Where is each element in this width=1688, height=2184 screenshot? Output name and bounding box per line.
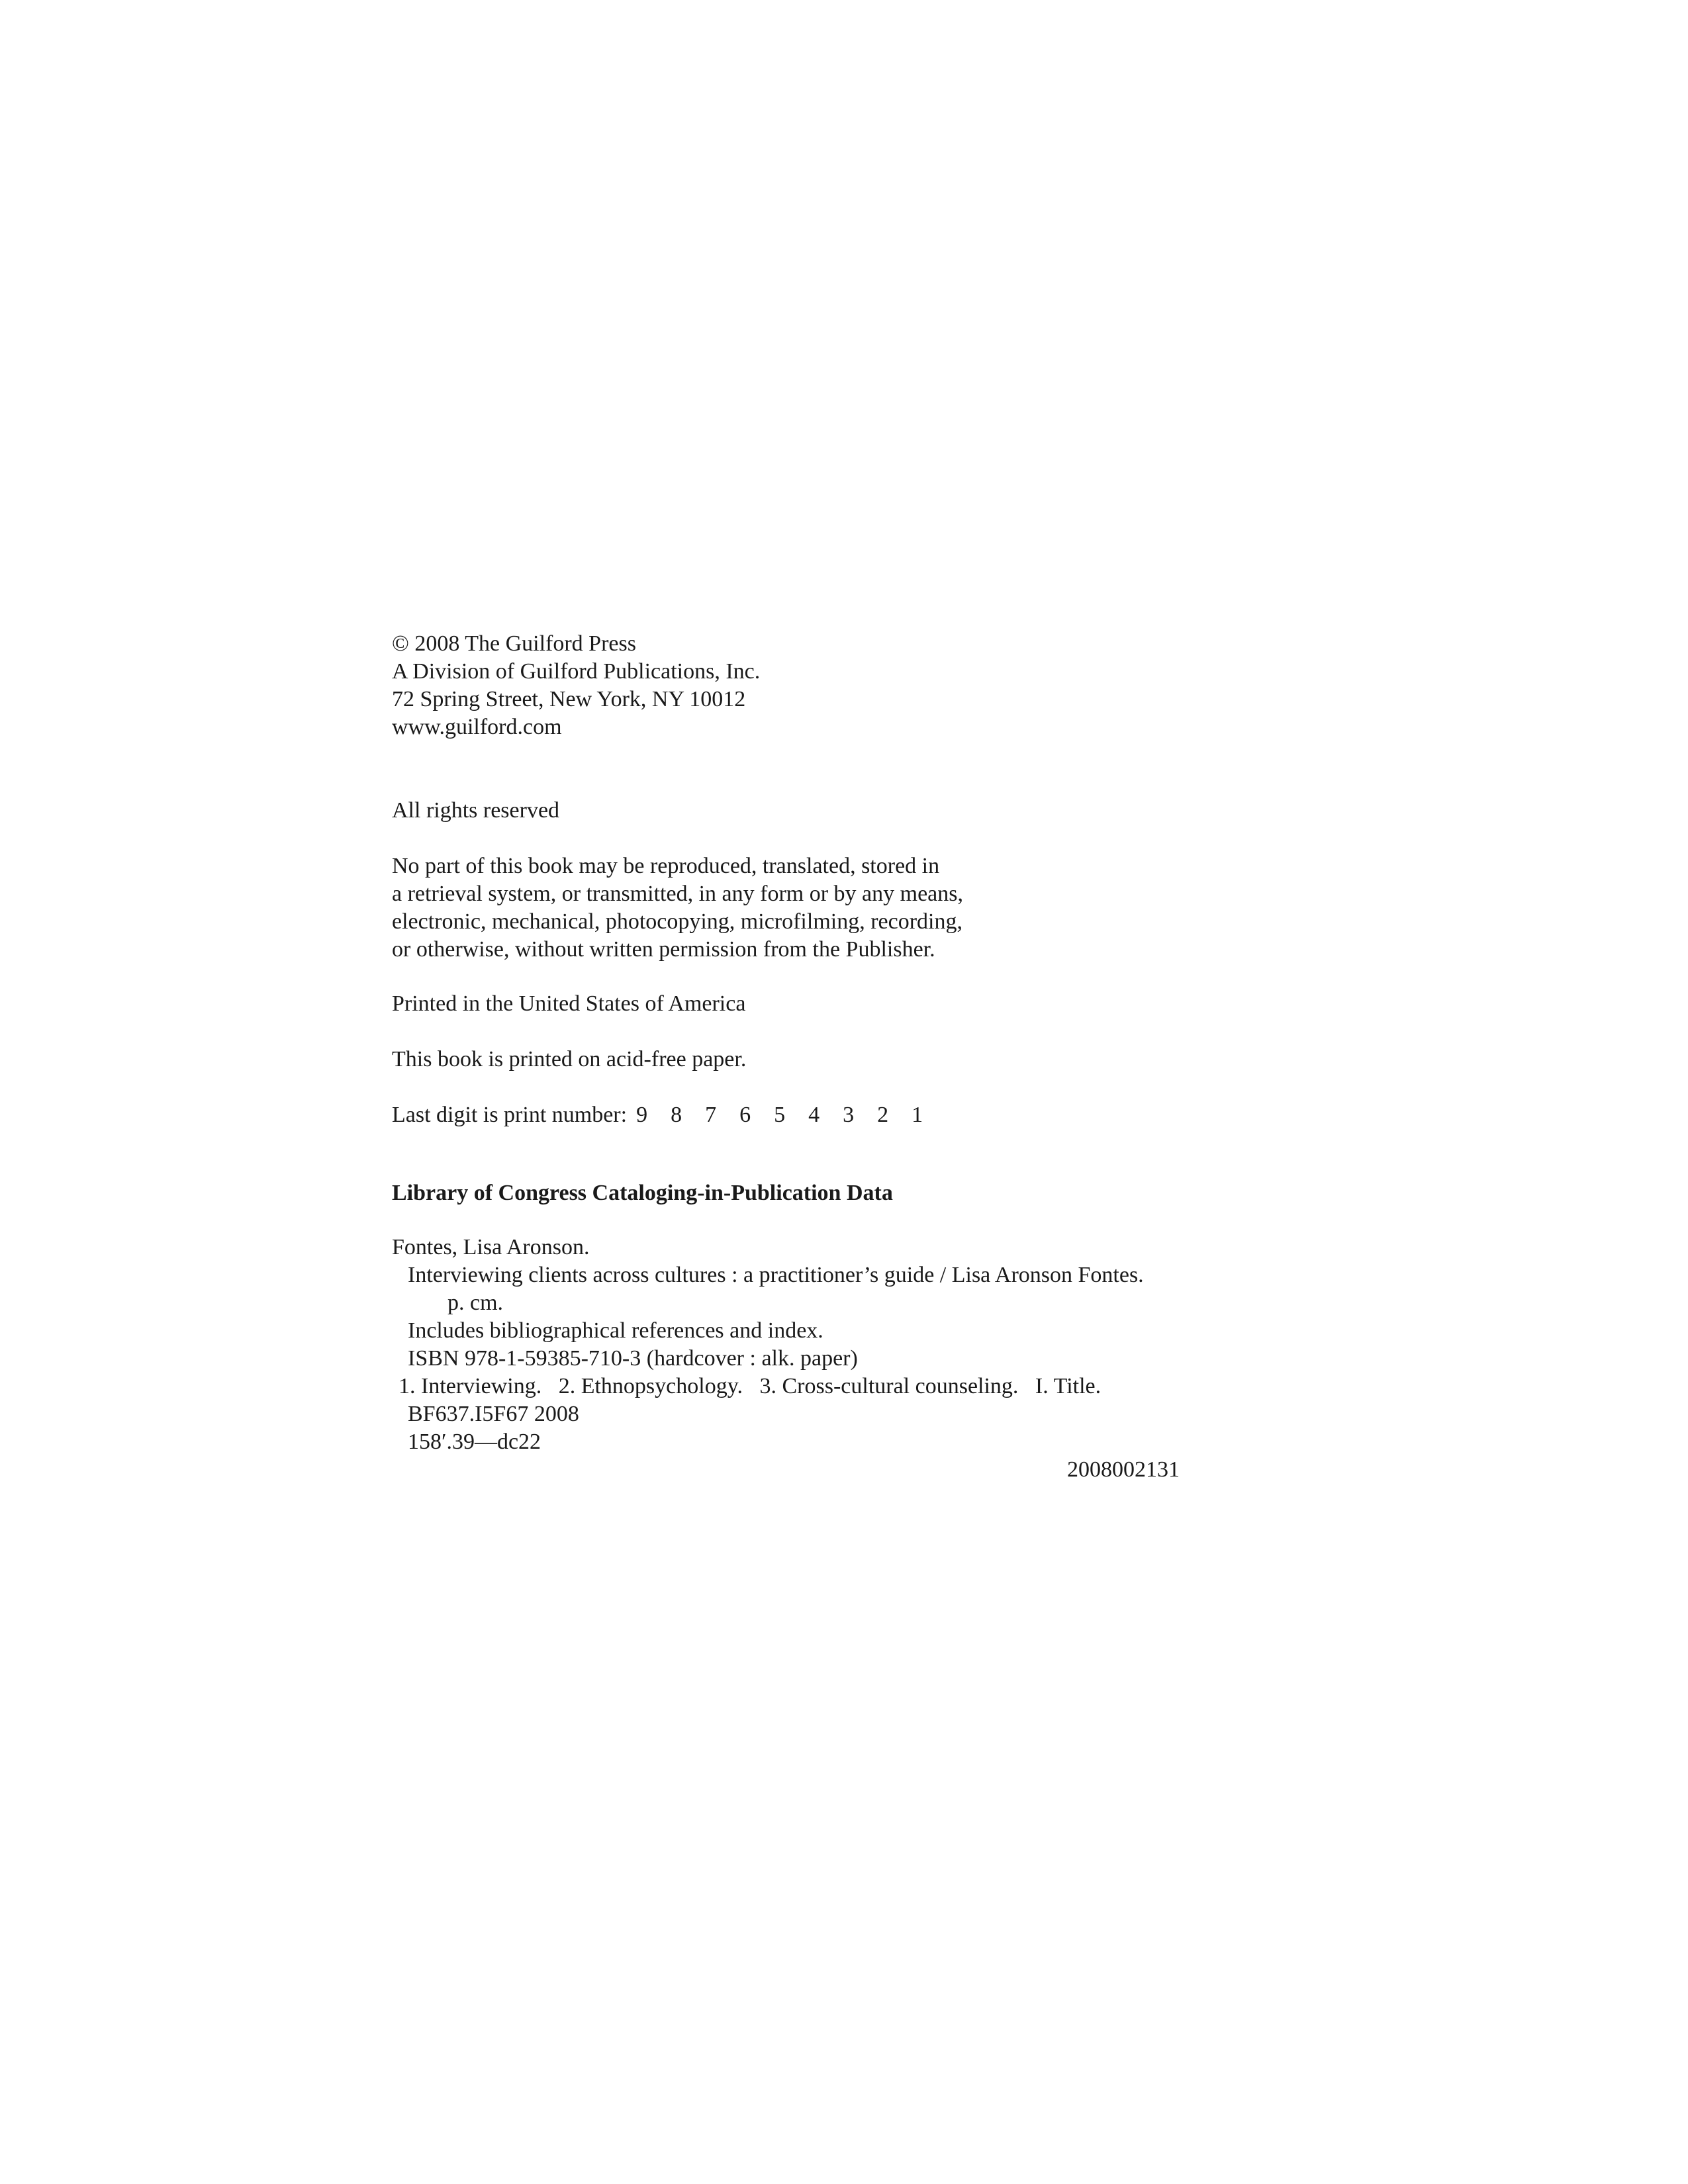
printed-in-text: Printed in the United States of America [392,991,746,1016]
cip-title: Interviewing clients across cultures : a practitioner’s guide / Lisa Aronson Fontes. [408,1263,1144,1287]
rights-reserved [392,797,1219,825]
cip-isbn: ISBN 978-1-59385-710-3 (hardcover : alk. paper) [408,1346,858,1371]
acid-free-text: This book is printed on acid-free paper. [392,1047,747,1071]
cip-lccn-row [392,1456,1219,1484]
publisher-division: A Division of Guilford Publications, Inc. [392,659,761,684]
cip-lc-class: BF637.I5F67 2008 [408,1402,579,1426]
cip-heading: Library of Congress Cataloging-in-Publication Data [392,1181,893,1205]
acid-free-notice [392,1046,1219,1073]
cip-author: Fontes, Lisa Aronson. [392,1235,590,1259]
printed-in [392,990,1219,1018]
cip-record [392,1234,1219,1484]
copyright-line: © 2008 The Guilford Press [392,631,636,656]
print-digit: 4 [808,1103,820,1127]
copyright-block [392,630,1219,741]
publisher-website: www.guilford.com [392,715,562,739]
cip-lccn: 2008002131 [1067,1457,1180,1482]
rights-reserved-text: All rights reserved [392,798,560,823]
print-number-label: Last digit is print number: [392,1103,628,1127]
print-digit: 6 [739,1103,751,1127]
print-digit: 8 [671,1103,682,1127]
notice-line: electronic, mechanical, photocopying, microfilming, recording, [392,909,962,934]
print-number [392,1101,1219,1129]
notice-line: No part of this book may be reproduced, translated, stored in [392,854,940,878]
print-number-digits [636,1101,946,1129]
cip-pcm: p. cm. [447,1291,504,1315]
publisher-address: 72 Spring Street, New York, NY 10012 [392,687,746,711]
cip-includes: Includes bibliographical references and index. [408,1318,823,1343]
print-number-line [392,1101,1219,1129]
print-digit: 1 [912,1103,923,1127]
print-digit: 3 [843,1103,855,1127]
cip-heading-block [392,1179,1219,1207]
cip-dewey: 158′.39—dc22 [408,1430,541,1454]
print-digit: 7 [705,1103,717,1127]
print-digit: 5 [774,1103,786,1127]
print-digit: 9 [636,1103,648,1127]
notice-line: or otherwise, without written permission from the Publisher. [392,937,935,962]
reproduction-notice [392,852,1219,964]
cip-subjects: 1. Interviewing. 2. Ethnopsychology. 3. Cross-cultural counseling. I. Title. [399,1374,1102,1398]
print-digit: 2 [877,1103,889,1127]
notice-line: a retrieval system, or transmitted, in any form or by any means, [392,882,963,906]
